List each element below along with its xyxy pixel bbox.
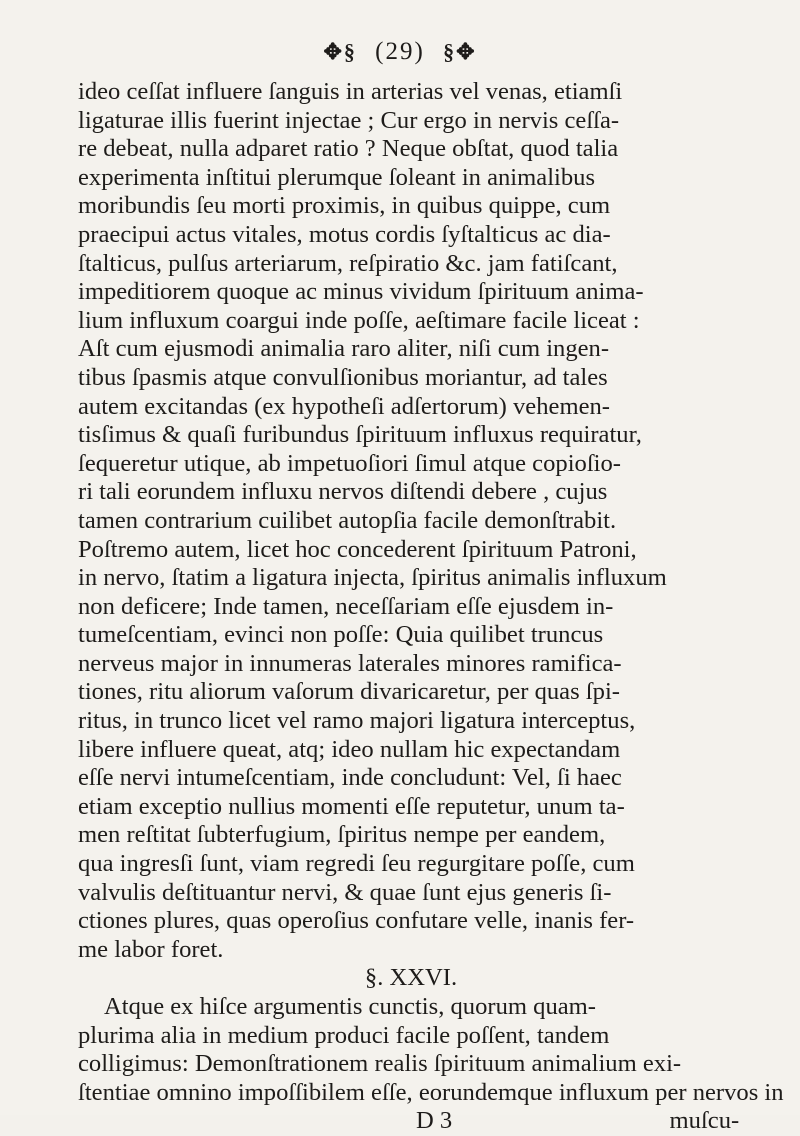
text-line: tisſimus & quaſi furibundus ſpirituum influxus requiratur,	[78, 421, 642, 449]
text-line: Atque ex hiſce argumentis cunctis, quorum quam-	[104, 993, 596, 1020]
ornament-left-icon: ✥§	[323, 39, 357, 64]
text-line: moribundis ſeu morti proximis, in quibus quippe, cum	[78, 192, 611, 220]
text-line: Poſtremo autem, licet hoc concederent ſpirituum Patroni,	[78, 535, 637, 563]
text-line: eſſe nervi intumeſcentiam, inde concludunt: Vel, ſi haec	[78, 764, 622, 792]
text-line: non deficere; Inde tamen, neceſſariam eſſe ejusdem in-	[78, 592, 614, 620]
text-line: lium influxum coargui inde poſſe, aeſtimare facile liceat :	[78, 306, 640, 334]
text-line: plurima alia in medium produci facile poſſent, tandem	[78, 1021, 610, 1049]
text-line: impeditiorem quoque ac minus vividum ſpirituum anima-	[78, 278, 644, 306]
text-line: men reſtitat ſubterfugium, ſpiritus nempe per eandem,	[78, 821, 606, 849]
page-number: (29)	[375, 38, 425, 65]
text-line: in nervo, ſtatim a ligatura injecta, ſpiritus animalis influxum	[78, 564, 667, 592]
text-line: etiam exceptio nullius momenti eſſe reputetur, unum ta-	[78, 792, 625, 820]
section-heading: §. XXVI.	[364, 964, 458, 992]
text-line: tiones, ritu aliorum vaſorum divaricaretur, per quas ſpi-	[78, 678, 620, 706]
signature-mark: D 3	[416, 1107, 453, 1135]
text-line: tibus ſpasmis atque convulſionibus moriantur, ad tales	[78, 363, 608, 391]
text-line: nerveus major in innumeras laterales minores ramifica-	[78, 649, 622, 677]
text-line: tamen contrarium cuilibet autopſia facile demonſtrabit.	[78, 506, 617, 534]
text-line: Aſt cum ejusmodi animalia raro aliter, niſi cum ingen-	[78, 335, 610, 363]
text-line: ri tali eorundem influxu nervos diſtendi debere , cujus	[78, 478, 608, 506]
catchword: muſcu-	[669, 1107, 740, 1135]
text-line: ligaturae illis fuerint injectae ; Cur ergo in nervis ceſſa-	[78, 106, 620, 134]
text-line: libere influere queat, atq; ideo nullam hic expectandam	[78, 735, 621, 763]
text-line: ſequeretur utique, ab impetuoſiori ſimul atque copioſio-	[78, 449, 621, 477]
text-line: ſtalticus, pulſus arteriarum, reſpiratio &c. jam fatiſcant,	[78, 249, 618, 277]
text-line: experimenta inſtitui plerumque ſoleant in animalibus	[78, 163, 596, 191]
running-head	[0, 38, 800, 66]
text-line: colligimus: Demonſtrationem realis ſpirituum animalium exi-	[78, 1050, 682, 1078]
text-line: valvulis deſtituantur nervi, & quae ſunt ejus generis ſi-	[78, 878, 612, 906]
text-line: praecipui actus vitales, motus cordis ſyſtalticus ac dia-	[78, 220, 611, 248]
body-text	[78, 78, 784, 1136]
text-line: qua ingresſi ſunt, viam regredi ſeu regurgitare poſſe, cum	[78, 850, 635, 878]
text-line: ritus, in trunco licet vel ramo majori ligatura interceptus,	[78, 707, 636, 735]
text-line: autem excitandas (ex hypotheſi adſertorum) vehemen-	[78, 392, 610, 420]
text-line: ſtentiae omnino impoſſibilem eſſe, eorundemque influxum per nervos in	[78, 1078, 784, 1106]
text-line: tumeſcentiam, evinci non poſſe: Quia quilibet truncus	[78, 621, 604, 649]
text-line: ideo ceſſat influere ſanguis in arterias vel venas, etiamſi	[78, 78, 623, 105]
text-line: re debeat, nulla adparet ratio ? Neque obſtat, quod talia	[78, 135, 619, 163]
text-line: ctiones plures, quas operoſius confutare velle, inanis fer-	[78, 907, 635, 935]
footer-line	[78, 1107, 778, 1136]
text-line: me labor foret.	[78, 935, 224, 963]
ornament-right-icon: §✥	[443, 39, 477, 64]
